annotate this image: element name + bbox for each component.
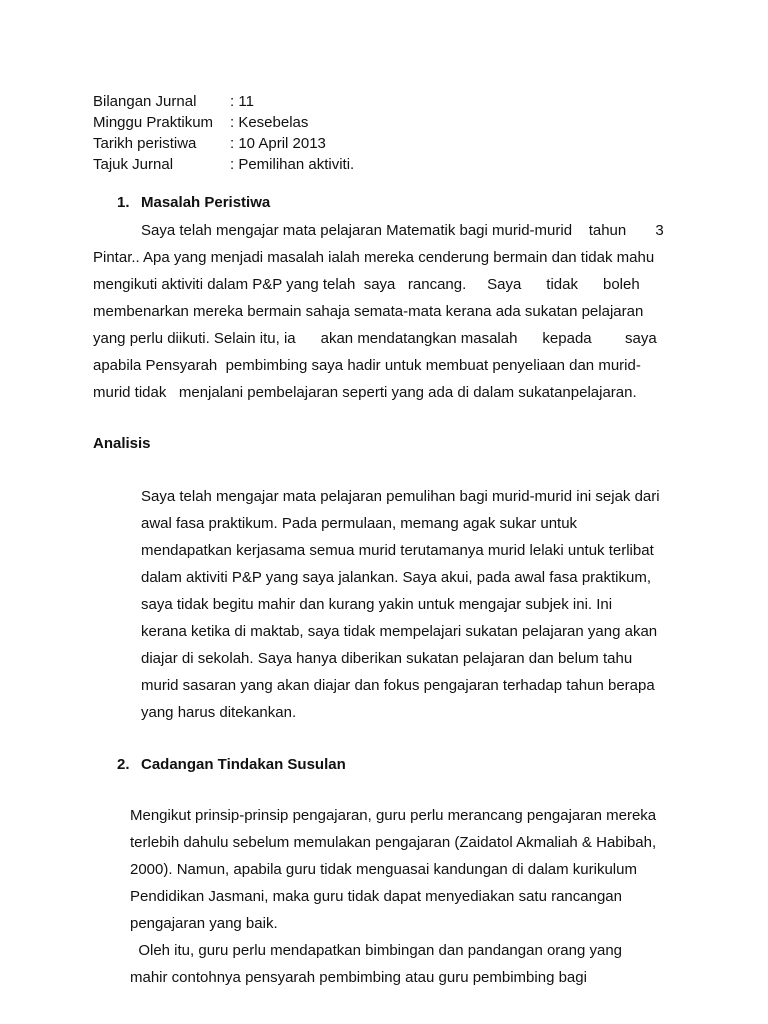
paragraph-line: murid tidak menjalani pembelajaran seperti yang ada di dalam sukatanpelajaran. [93,384,637,401]
paragraph-line: awal fasa praktikum. Pada permulaan, memang agak sukar untuk [141,515,578,532]
paragraph-line: mengikuti aktiviti dalam P&P yang telah saya rancang. Saya tidak boleh [93,276,640,293]
paragraph-line: membenarkan mereka bermain sahaja semata-mata kerana ada sukatan pelajaran [93,303,644,320]
meta-value: : 11 [230,93,254,110]
section-2-heading [117,756,346,773]
meta-row-tajuk [93,154,354,175]
meta-key: Tajuk Jurnal [93,156,174,173]
paragraph-line: diajar di sekolah. Saya hanya diberikan sukatan pelajaran dan belum tahu [141,650,633,667]
paragraph-line: 2000). Namun, apabila guru tidak menguasai kandungan di dalam kurikulum [130,861,637,878]
meta-key: Minggu Praktikum [93,114,214,131]
paragraph-line: murid sasaran yang akan diajar dan fokus pengajaran terhadap tahun berapa [141,677,655,694]
paragraph-line: Saya telah mengajar mata pelajaran pemulihan bagi murid-murid ini sejak dari [141,488,660,505]
meta-value: : Pemilihan aktiviti. [230,156,355,173]
paragraph-line: Pendidikan Jasmani, maka guru tidak dapat menyediakan satu rancangan [130,888,622,905]
section-1-heading [117,194,270,211]
section-number: 2. [117,756,130,773]
paragraph-line: yang harus ditekankan. [141,704,297,721]
section-title: Masalah Peristiwa [141,194,271,211]
meta-key: Bilangan Jurnal [93,93,197,110]
paragraph-line: Oleh itu, guru perlu mendapatkan bimbingan dan pandangan orang yang [130,942,623,959]
paragraph-line: saya tidak begitu mahir dan kurang yakin untuk mengajar subjek ini. Ini [141,596,613,613]
paragraph-line: yang perlu diikuti. Selain itu, ia akan mendatangkan masalah kepada saya [93,330,657,347]
meta-row-tarikh [93,133,354,154]
journal-meta [93,91,354,175]
paragraph-line: Mengikut prinsip-prinsip pengajaran, guru perlu merancang pengajaran mereka [130,807,657,824]
meta-value: : 10 April 2013 [230,135,326,152]
paragraph-line: kerana ketika di maktab, saya tidak mempelajari sukatan pelajaran yang akan [141,623,658,640]
paragraph-line: Saya telah mengajar mata pelajaran Matematik bagi murid-murid tahun 3 [141,222,664,239]
meta-value: : Kesebelas [230,114,309,131]
paragraph-line: dalam aktiviti P&P yang saya jalankan. Saya akui, pada awal fasa praktikum, [141,569,651,586]
paragraph-line: apabila Pensyarah pembimbing saya hadir untuk membuat penyeliaan dan murid- [93,357,641,374]
paragraph-line: terlebih dahulu sebelum memulakan pengajaran (Zaidatol Akmaliah & Habibah, [130,834,657,851]
section-title: Cadangan Tindakan Susulan [141,756,346,773]
meta-row-bilangan [93,91,354,112]
paragraph-line: pengajaran yang baik. [130,915,278,932]
paragraph-line: Pintar.. Apa yang menjadi masalah ialah mereka cenderung bermain dan tidak mahu [93,249,655,266]
section-number: 1. [117,194,130,211]
analisis-heading: Analisis [93,435,151,452]
paragraph-line: mendapatkan kerjasama semua murid terutamanya murid lelaki untuk terlibat [141,542,654,559]
meta-key: Tarikh peristiwa [93,135,197,152]
meta-row-minggu [93,112,354,133]
paragraph-line: mahir contohnya pensyarah pembimbing atau guru pembimbing bagi [130,969,587,986]
